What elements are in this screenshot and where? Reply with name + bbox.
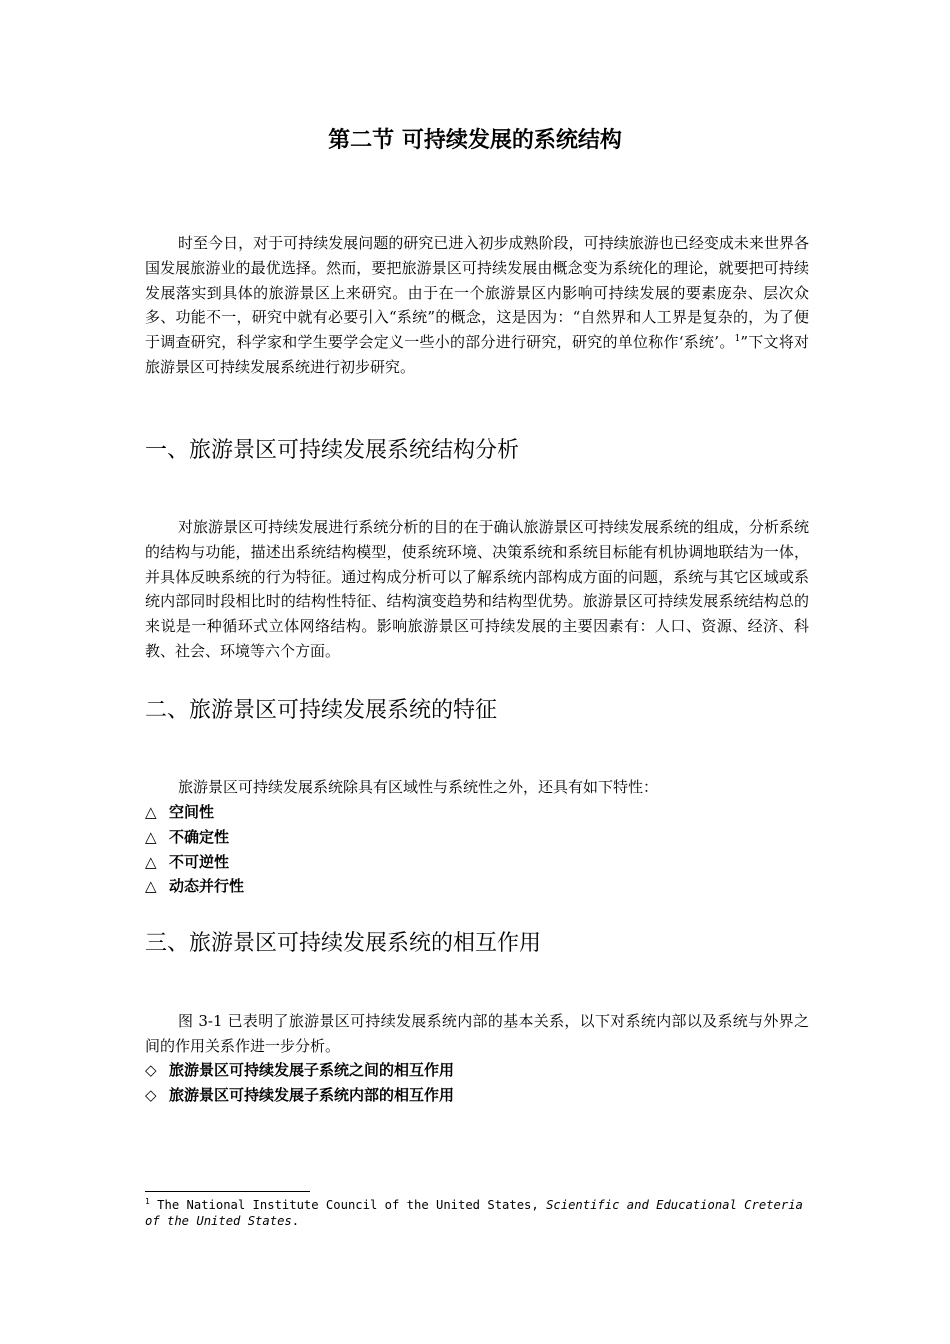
triangle-icon: △ (145, 877, 157, 896)
interactions-list (145, 1058, 454, 1108)
list-item-label: 动态并行性 (169, 877, 245, 896)
intro-text: 时至今日，对于可持续发展问题的研究已进入初步成熟阶段，可持续旅游也已经变成未来世界各国发展旅游业的最优选择。然而，要把旅游景区可持续发展由概念变为系统化的理论，就要把可持续发展落实到具体的旅游景区上来研究。由于在一个旅游景区内影响可持续发展的要素庞杂、层次众多、功能不一，研究中就有必要引入“系统”的概念，这是因为：“自然界和人工界是复杂的，为了便于调查研究，科学家和学生要学会定义一些小的部分进行研究，研究的单位称作‘系统’。 (145, 234, 809, 352)
triangle-icon: △ (145, 803, 157, 821)
list-item (145, 825, 244, 850)
section-1-paragraph: 对旅游景区可持续发展进行系统分析的目的在于确认旅游景区可持续发展系统的组成，分析系统的结构与功能，描述出系统结构模型，使系统环境、决策系统和系统目标能有机协调地联结为一体，并具体反映系统的行为特征。通过构成分析可以了解系统内部构成方面的问题，系统与其它区域或系统内部同时段相比时的结构性特征、结构演变趋势和结构型优势。旅游景区可持续发展系统结构总的来说是一种循环式立体网络结构。影响旅游景区可持续发展的主要因素有：人口、资源、经济、科教、社会、环境等六个方面。 (145, 518, 809, 660)
diamond-icon: ◇ (145, 1085, 157, 1104)
list-item (145, 1083, 454, 1108)
section-heading-3: 三、旅游景区可持续发展系统的相互作用 (145, 931, 542, 956)
section-heading-1: 一、旅游景区可持续发展系统结构分析 (145, 438, 520, 463)
characteristics-list (145, 800, 244, 899)
list-item (145, 850, 244, 875)
list-item-label: 空间性 (169, 803, 215, 821)
list-item-label: 不可逆性 (169, 852, 230, 871)
footnote-source-title: Scientific and Educational Creteria of the United States (145, 1198, 803, 1228)
footnote-reference[interactable]: 1 (734, 334, 741, 345)
footnote-end: . (291, 1214, 300, 1228)
list-item (145, 800, 244, 825)
page-title: 第二节 可持续发展的系统结构 (328, 128, 622, 153)
list-item-label: 旅游景区可持续发展子系统之间的相互作用 (169, 1061, 455, 1079)
section-2-paragraph: 旅游景区可持续发展系统除具有区域性与系统性之外，还具有如下特性： (178, 778, 659, 796)
footnote-mark: 1 (145, 1196, 150, 1206)
list-item-label: 旅游景区可持续发展子系统内部的相互作用 (169, 1085, 455, 1104)
diamond-icon: ◇ (145, 1061, 157, 1079)
triangle-icon: △ (145, 827, 157, 846)
list-item (145, 874, 244, 899)
footnote-text: The National Institute Council of the United States, (149, 1198, 547, 1212)
triangle-icon: △ (145, 852, 157, 871)
section-heading-2: 二、旅游景区可持续发展系统的特征 (145, 698, 498, 723)
intro-paragraph (145, 231, 809, 380)
footnote (145, 1197, 809, 1229)
footnote-divider (145, 1191, 310, 1192)
intro-text-continued: ”下文将对旅游景区可持续发展系统进行初步研究。 (145, 333, 810, 376)
list-item (145, 1058, 454, 1083)
section-3-paragraph: 图 3-1 已表明了旅游景区可持续发展系统内部的基本关系，以下对系统内部以及系统与外界之间的作用关系作进一步分析。 (145, 1012, 809, 1055)
list-item-label: 不确定性 (169, 827, 230, 846)
